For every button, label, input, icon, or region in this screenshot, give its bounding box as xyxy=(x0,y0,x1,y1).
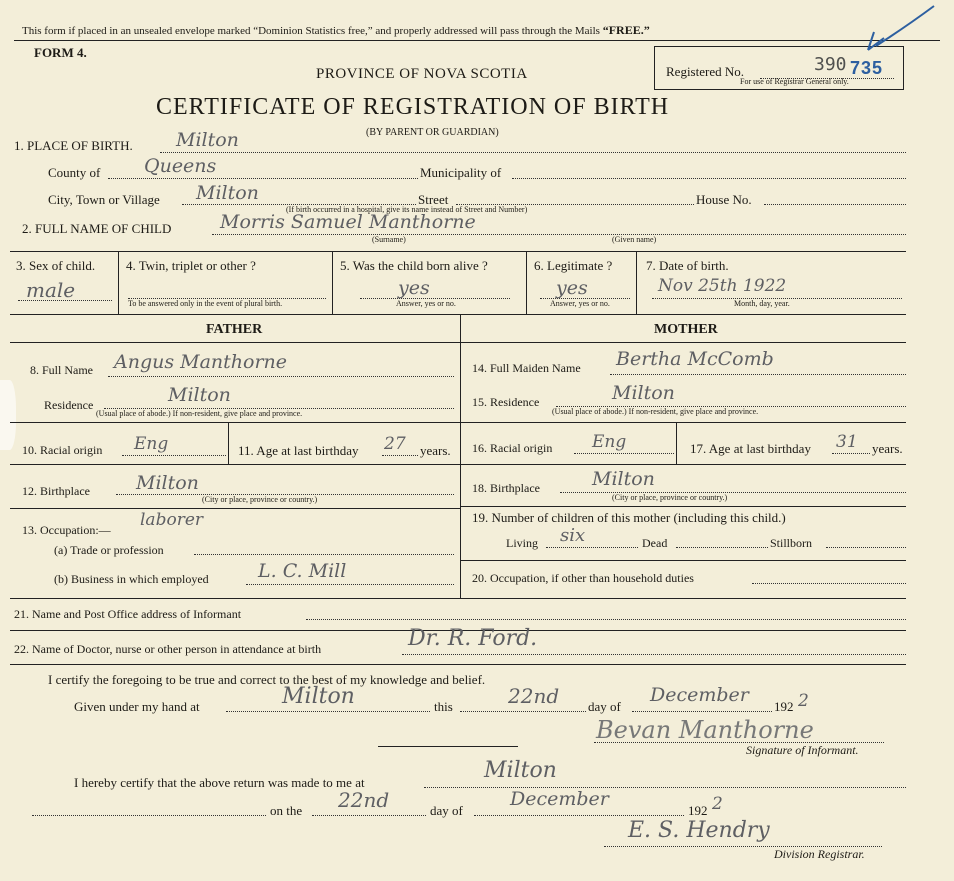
father-business-label: (b) Business in which employed xyxy=(54,572,209,586)
father-birthplace-caption: (City or place, province or country.) xyxy=(202,495,318,504)
mail-notice-text: This form if placed in an unsealed envelope marked “Dominion Statistics free,” and properly addressed will pass through the Mails xyxy=(22,25,603,37)
mother-name-label: 14. Full Maiden Name xyxy=(472,361,581,375)
doctor-line xyxy=(402,654,906,655)
registrar-signature-label: Division Registrar. xyxy=(774,847,865,861)
mother-name-line xyxy=(610,374,906,375)
mother-children-label: 19. Number of children of this mother (including this child.) xyxy=(472,510,786,525)
father-age-divider xyxy=(228,422,229,464)
father-residence-label: Residence xyxy=(44,398,94,412)
given-place-line xyxy=(226,711,430,712)
mother-rule-4 xyxy=(460,560,906,561)
county-label: County of xyxy=(48,165,101,180)
house-line xyxy=(764,204,906,205)
father-business-value: L. C. Mill xyxy=(258,560,347,582)
registered-label: Registered No. xyxy=(666,64,744,79)
mother-birthplace-value: Milton xyxy=(592,468,655,490)
province-heading: PROVINCE OF NOVA SCOTIA xyxy=(316,66,528,82)
father-years-label: years. xyxy=(420,443,451,458)
given-year-suffix: 2 xyxy=(798,691,809,711)
mother-residence-caption: (Usual place of abode.) If non-resident, give place and province. xyxy=(552,407,759,416)
father-name-label: 8. Full Name xyxy=(30,363,93,377)
child-row-divider-1 xyxy=(118,251,119,314)
date-of-birth-caption: Month, day, year. xyxy=(734,299,790,308)
registrar-use-note: For use of Registrar General only. xyxy=(740,77,849,86)
registrar-year-suffix: 2 xyxy=(712,794,723,814)
mail-notice xyxy=(22,24,650,37)
mother-name-value: Bertha McComb xyxy=(616,348,774,370)
surname-caption: (Surname) xyxy=(372,235,406,244)
father-trade-label: (a) Trade or profession xyxy=(54,543,164,557)
registrar-month-line xyxy=(474,815,684,816)
sex-label: 3. Sex of child. xyxy=(16,258,96,273)
house-label: House No. xyxy=(696,192,752,207)
doctor-label: 22. Name of Doctor, nurse or other person in attendance at birth xyxy=(14,642,322,656)
municipality-line xyxy=(512,178,906,179)
alive-value: yes xyxy=(398,277,430,299)
given-day-of-label: day of xyxy=(588,699,621,714)
place-of-birth-label: 1. PLACE OF BIRTH. xyxy=(14,138,133,153)
child-name-label: 2. FULL NAME OF CHILD xyxy=(22,221,172,236)
father-racial-value: Eng xyxy=(134,434,169,454)
mother-dead-label: Dead xyxy=(642,536,668,550)
legitimate-value: yes xyxy=(556,277,588,299)
informant-certify: I certify the foregoing to be true and correct to the best of my knowledge and belief. xyxy=(48,672,486,687)
mother-rule-3 xyxy=(460,506,906,507)
child-row-divider-4 xyxy=(636,251,637,314)
father-heading: FATHER xyxy=(206,322,263,337)
informant-signature-label: Signature of Informant. xyxy=(746,743,859,757)
certificate-title: CERTIFICATE OF REGISTRATION OF BIRTH xyxy=(156,94,670,120)
mother-occupation-line xyxy=(752,583,906,584)
place-of-birth-value: Milton xyxy=(176,129,239,151)
registrar-place: Milton xyxy=(484,758,557,783)
given-month-line xyxy=(632,711,772,712)
child-row-bottom-rule xyxy=(10,314,906,315)
registrar-month: December xyxy=(510,788,609,810)
registrar-signature: E. S. Hendry xyxy=(628,818,770,843)
registrar-year-prefix: 192 xyxy=(688,803,708,818)
mother-age-value: 31 xyxy=(836,432,858,452)
father-residence-value: Milton xyxy=(168,384,231,406)
mother-occupation-label: 20. Occupation, if other than household duties xyxy=(472,571,694,585)
father-name-value: Angus Manthorne xyxy=(114,351,288,373)
city-label: City, Town or Village xyxy=(48,192,160,207)
given-day: 22nd xyxy=(508,684,560,708)
mother-living-label: Living xyxy=(506,536,538,550)
pen-arrow-icon xyxy=(862,2,942,54)
registrar-place-line xyxy=(424,787,906,788)
legitimate-label: 6. Legitimate ? xyxy=(534,258,613,273)
mother-age-line xyxy=(832,453,870,454)
sex-value: male xyxy=(26,278,76,302)
registered-number: 390 xyxy=(814,54,847,75)
mother-dead-line xyxy=(676,547,768,548)
given-year-prefix: 192 xyxy=(774,699,794,714)
mother-birthplace-caption: (City or place, province or country.) xyxy=(612,493,728,502)
parents-divider xyxy=(460,314,461,598)
child-name-line xyxy=(212,234,906,235)
given-day-line xyxy=(460,711,586,712)
child-row-divider-3 xyxy=(526,251,527,314)
given-place: Milton xyxy=(282,684,355,709)
father-name-line xyxy=(108,376,454,377)
father-rule-1 xyxy=(10,422,460,423)
father-occupation-label: 13. Occupation:— xyxy=(22,523,111,537)
child-name-value: Morris Samuel Manthorne xyxy=(220,211,476,233)
twin-caption: To be answered only in the event of plural birth. xyxy=(128,299,283,308)
mother-rule-1 xyxy=(460,422,906,423)
date-of-birth-value: Nov 25th 1922 xyxy=(658,276,787,296)
child-row-top-rule xyxy=(10,251,906,252)
date-of-birth-label: 7. Date of birth. xyxy=(646,258,729,273)
legitimate-caption: Answer, yes or no. xyxy=(550,299,610,308)
place-of-birth-line xyxy=(160,152,906,153)
mother-living-value: six xyxy=(560,525,586,546)
mother-age-label: 17. Age at last birthday xyxy=(690,441,811,456)
registrar-on-the-label: on the xyxy=(270,803,303,818)
alive-caption: Answer, yes or no. xyxy=(396,299,456,308)
informant-line xyxy=(306,619,906,620)
mother-living-line xyxy=(546,547,638,548)
registrar-pre-line xyxy=(32,815,266,816)
father-rule-3 xyxy=(10,508,460,509)
mother-age-divider xyxy=(676,422,677,464)
parents-heading-rule xyxy=(10,342,906,343)
mother-heading: MOTHER xyxy=(654,322,718,337)
torn-edge xyxy=(0,380,16,450)
hospital-note: (If birth occurred in a hospital, give its name instead of Street and Number) xyxy=(286,205,528,214)
mother-racial-value: Eng xyxy=(592,432,627,452)
informant-signature: Bevan Manthorne xyxy=(596,716,814,744)
given-caption: (Given name) xyxy=(612,235,657,244)
father-occupation-value: laborer xyxy=(140,510,204,530)
header-rule xyxy=(14,40,940,41)
mother-racial-label: 16. Racial origin xyxy=(472,441,553,455)
mother-stillborn-label: Stillborn xyxy=(770,536,813,550)
father-birthplace-value: Milton xyxy=(136,472,199,494)
registrar-day-line xyxy=(312,815,426,816)
registrar-day: 22nd xyxy=(338,788,390,812)
registrar-certify: I hereby certify that the above return was made to me at xyxy=(74,775,365,790)
given-this-label: this xyxy=(434,699,453,714)
mother-residence-value: Milton xyxy=(612,382,675,404)
certificate-subtitle: (BY PARENT OR GUARDIAN) xyxy=(366,127,499,138)
father-racial-label: 10. Racial origin xyxy=(22,443,103,457)
municipality-label: Municipality of xyxy=(420,165,502,180)
mail-notice-free: “FREE.” xyxy=(602,23,650,37)
alive-label: 5. Was the child born alive ? xyxy=(340,258,488,273)
father-business-line xyxy=(246,584,454,585)
father-age-line xyxy=(382,455,418,456)
mother-years-label: years. xyxy=(872,441,903,456)
given-label: Given under my hand at xyxy=(74,699,200,714)
father-trade-line xyxy=(194,554,454,555)
given-month: December xyxy=(650,684,749,706)
registered-stamp: 735 xyxy=(850,58,884,78)
informant-top-rule xyxy=(10,598,906,599)
mother-racial-line xyxy=(574,453,674,454)
county-value: Queens xyxy=(144,155,217,177)
registrar-day-of-label: day of xyxy=(430,803,463,818)
father-rule-2 xyxy=(10,464,460,465)
form-number: FORM 4. xyxy=(34,45,87,60)
street-label: Street xyxy=(418,192,449,207)
sex-line xyxy=(18,300,112,301)
mother-residence-label: 15. Residence xyxy=(472,395,540,409)
doctor-value: Dr. R. Ford. xyxy=(408,626,538,651)
father-age-label: 11. Age at last birthday xyxy=(238,443,359,458)
separator-rule xyxy=(378,746,518,747)
mother-birthplace-label: 18. Birthplace xyxy=(472,481,540,495)
doctor-rule xyxy=(10,664,906,665)
father-racial-line xyxy=(122,455,226,456)
father-age-value: 27 xyxy=(384,434,406,454)
father-birthplace-label: 12. Birthplace xyxy=(22,484,90,498)
father-residence-caption: (Usual place of abode.) If non-resident, give place and province. xyxy=(96,409,303,418)
child-row-divider-2 xyxy=(332,251,333,314)
city-value: Milton xyxy=(196,182,259,204)
mother-rule-2 xyxy=(460,464,906,465)
twin-label: 4. Twin, triplet or other ? xyxy=(126,258,256,273)
mother-stillborn-line xyxy=(826,547,906,548)
county-line xyxy=(108,178,418,179)
informant-label: 21. Name and Post Office address of Informant xyxy=(14,607,242,621)
